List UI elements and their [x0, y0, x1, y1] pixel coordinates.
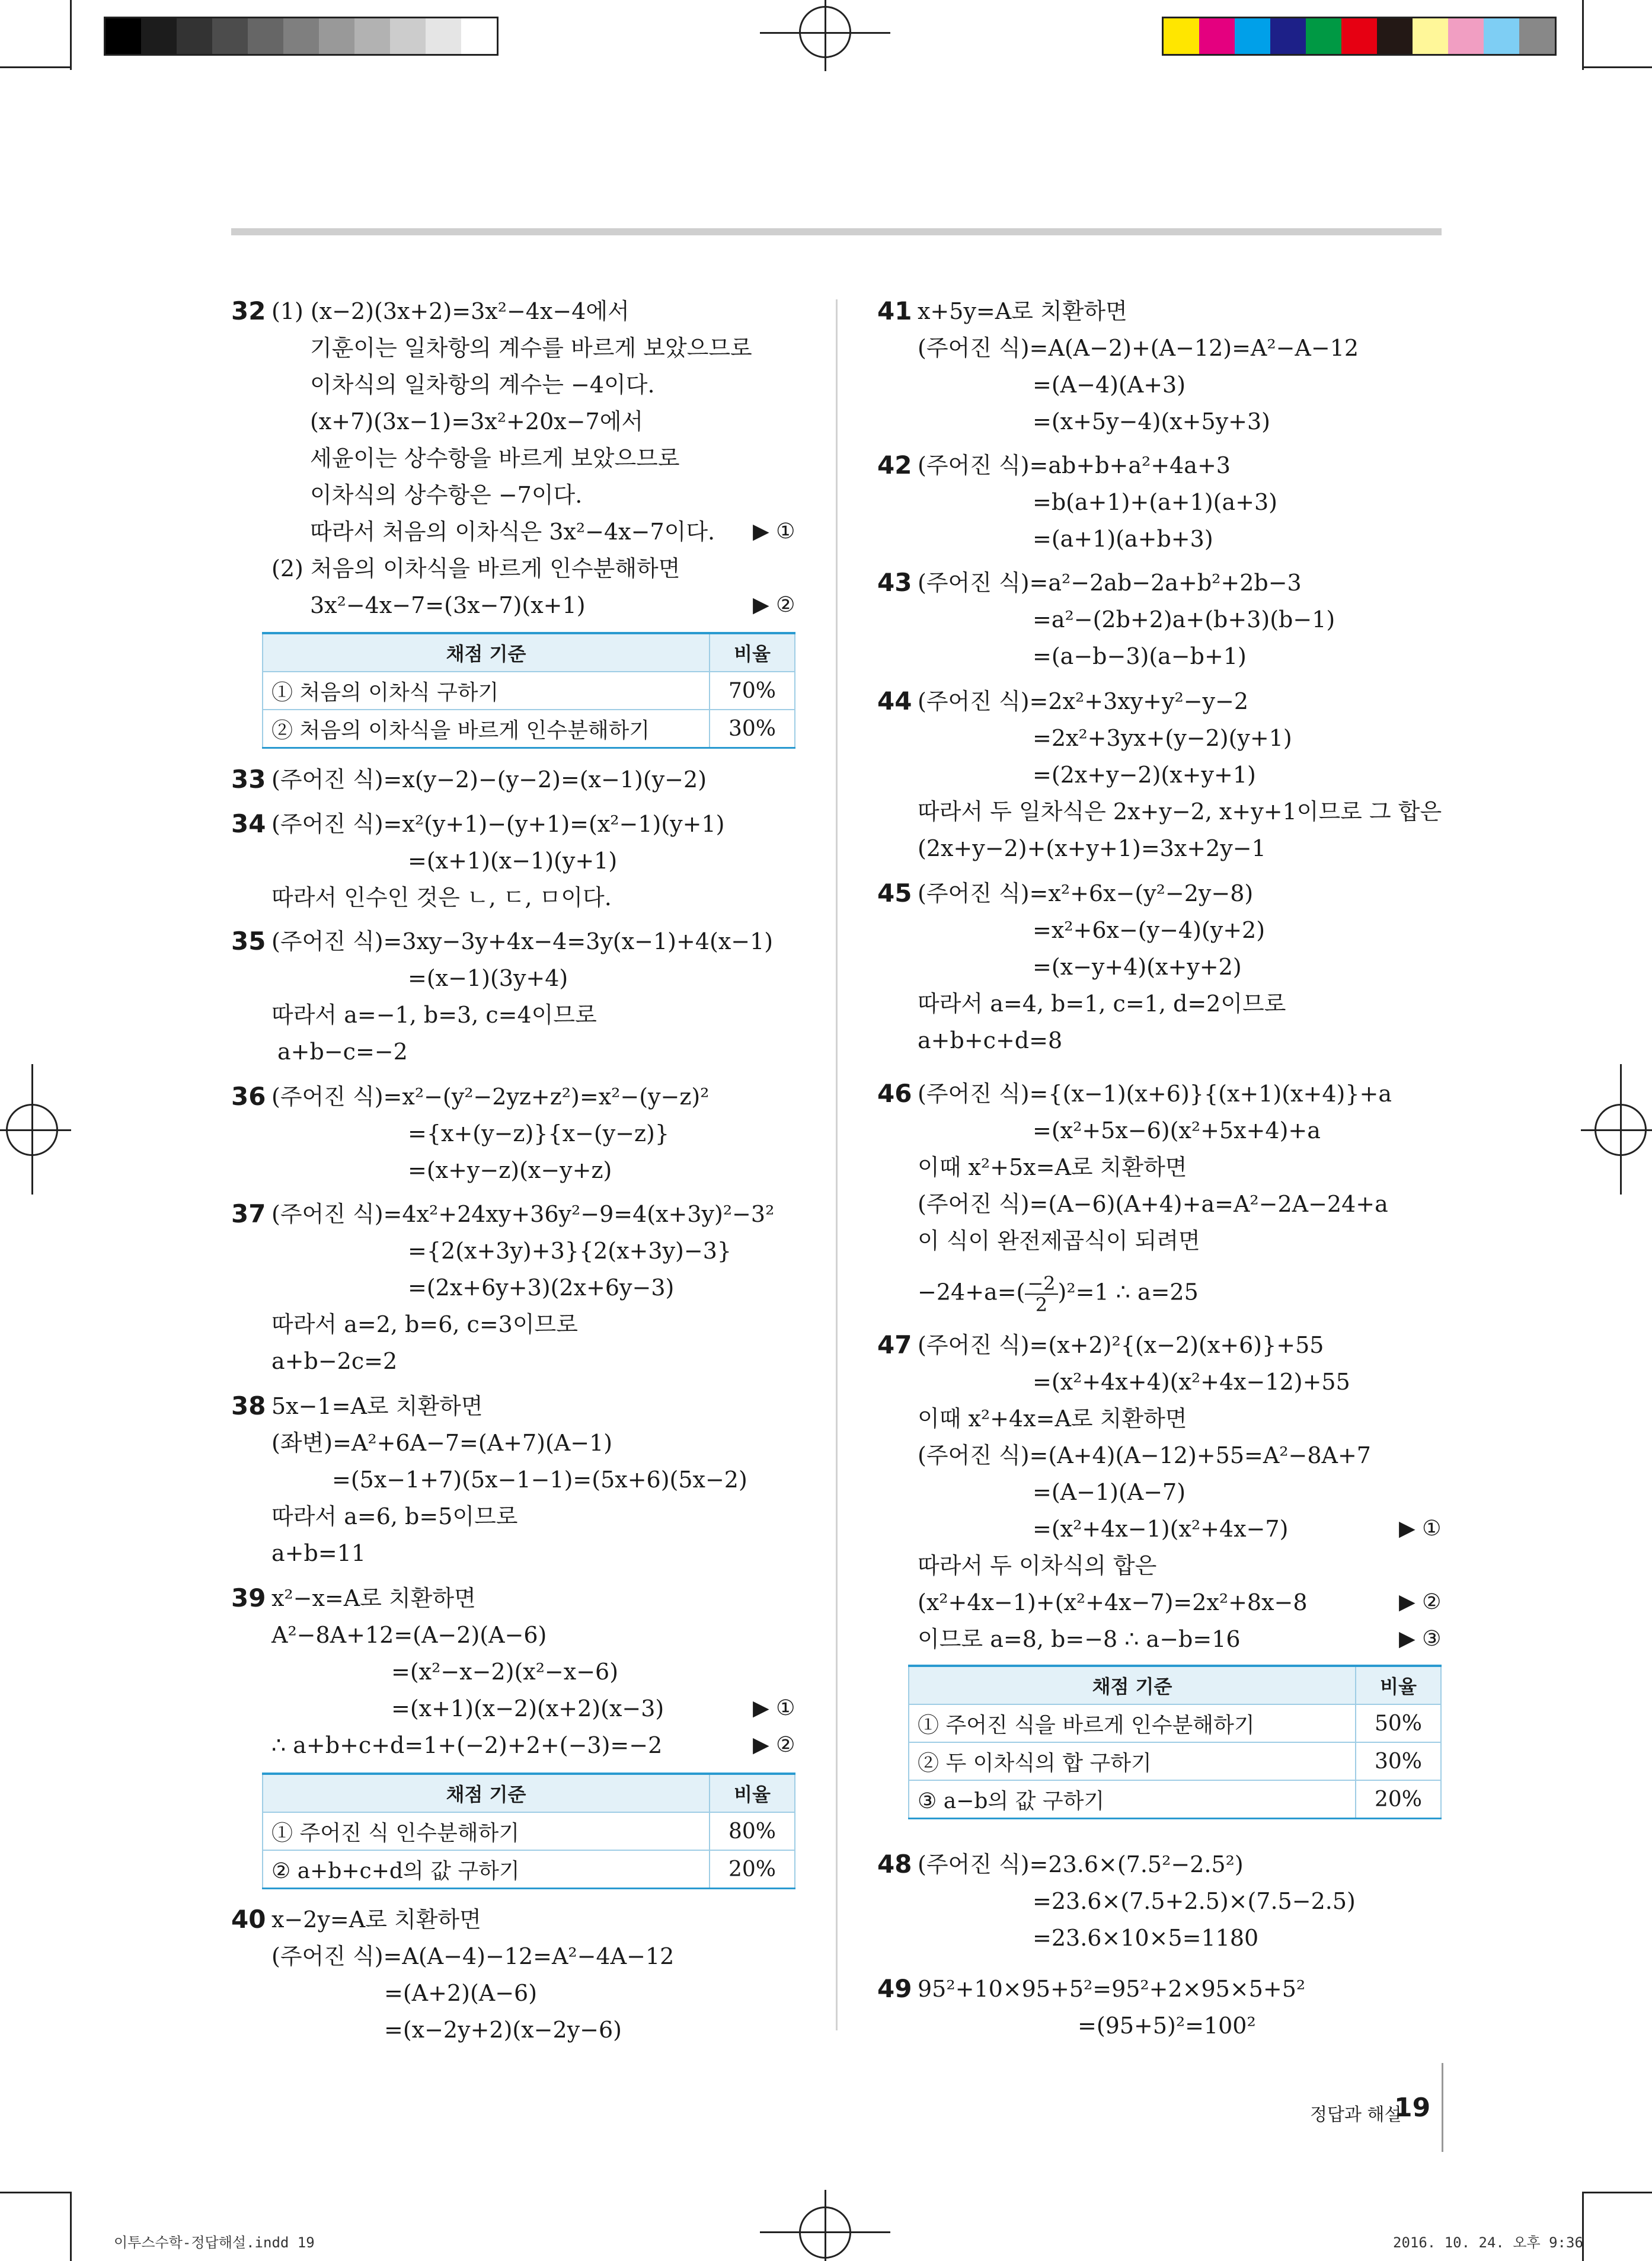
- fraction-denominator: 2: [1035, 1294, 1048, 1316]
- registration-mark: [825, 2190, 826, 2261]
- solution-line: =(a+1)(a+b+3): [1033, 526, 1213, 552]
- column-divider: [836, 299, 838, 2030]
- problem-number: 32: [231, 296, 266, 325]
- problem-number: 49: [877, 1974, 912, 2003]
- solution-line: (주어진 식)=(x+2)²{(x−2)(x+6)}+55: [918, 1332, 1324, 1358]
- color-swatch: [1448, 18, 1484, 54]
- problem-number: 43: [877, 568, 912, 597]
- problem-number: 37: [231, 1199, 266, 1228]
- solution-line: (주어진 식)=(A−6)(A+4)+a=A²−2A−24+a: [918, 1191, 1388, 1217]
- equation-part: )²=1 ∴ a=25: [1057, 1279, 1199, 1305]
- gray-swatch: [106, 18, 141, 54]
- solution-line: (주어진 식)=3xy−3y+4x−4=3y(x−1)+4(x−1): [271, 928, 774, 954]
- solution-line: =(x+1)(x−1)(y+1): [408, 848, 618, 874]
- color-swatch: [1413, 18, 1448, 54]
- solution-line: (주어진 식)=A(A−4)−12=A²−4A−12: [271, 1943, 675, 1969]
- step-marker: ▶ ③: [1399, 1627, 1442, 1651]
- solution-line: (2) 처음의 이차식을 바르게 인수분해하면: [271, 555, 680, 582]
- step-marker: ▶ ②: [753, 593, 795, 617]
- solution-line: =(x+5y−4)(x+5y+3): [1033, 408, 1271, 435]
- table-header-row: [909, 1666, 1441, 1704]
- table-cell: 20%: [710, 1850, 795, 1889]
- solution-line: A²−8A+12=(A−2)(A−6): [271, 1622, 547, 1648]
- step-marker: ▶ ②: [1399, 1590, 1442, 1614]
- color-swatch: [1164, 18, 1199, 54]
- solution-line: a+b=11: [271, 1540, 366, 1566]
- solution-line: 이 식이 완전제곱식이 되려면: [918, 1228, 1200, 1254]
- solution-line: =(x−y+4)(x+y+2): [1033, 954, 1242, 980]
- solution-line: (주어진 식)=x²+6x−(y²−2y−8): [918, 880, 1254, 906]
- solution-line: (주어진 식)=(A+4)(A−12)+55=A²−8A+7: [918, 1442, 1371, 1468]
- solution-line: (x+7)(3x−1)=3x²+20x−7에서: [310, 408, 644, 435]
- solution-line: (주어진 식)={(x−1)(x+6)}{(x+1)(x+4)}+a: [918, 1081, 1392, 1107]
- solution-line: =23.6×10×5=1180: [1033, 1925, 1259, 1951]
- table-row: [909, 1704, 1441, 1742]
- solution-line: 기훈이는 일차항의 계수를 바르게 보았으므로: [310, 335, 752, 361]
- table-cell: ② a+b+c+d의 값 구하기: [263, 1850, 710, 1889]
- solution-line: (좌변)=A²+6A−7=(A+7)(A−1): [271, 1430, 613, 1456]
- step-marker: ▶ ①: [753, 1696, 795, 1720]
- solution-line: 따라서 처음의 이차식은 3x²−4x−7이다.: [310, 519, 715, 545]
- table-cell: 30%: [1356, 1742, 1441, 1780]
- crop-mark: [0, 2192, 70, 2193]
- table-row: [263, 1850, 795, 1889]
- table-cell: 70%: [710, 672, 795, 710]
- solution-line: (주어진 식)=a²−2ab−2a+b²+2b−3: [918, 570, 1302, 596]
- solution-line: =(A+2)(A−6): [384, 1980, 538, 2006]
- solution-line: =(x²+5x−6)(x²+5x+4)+a: [1033, 1117, 1321, 1144]
- table-header: 비율: [1356, 1666, 1441, 1704]
- table-cell: ① 처음의 이차식 구하기: [263, 672, 710, 710]
- step-marker: ▶ ①: [753, 519, 795, 544]
- table-header-row: [263, 1774, 795, 1812]
- gray-swatch: [319, 18, 354, 54]
- solution-line: (주어진 식)=x²−(y²−2yz+z²)=x²−(y−z)²: [271, 1084, 710, 1110]
- table-row: [909, 1780, 1441, 1819]
- problem-number: 45: [877, 879, 912, 908]
- solution-line: (2x+y−2)+(x+y+1)=3x+2y−1: [918, 835, 1266, 861]
- fraction: [1025, 1273, 1057, 1315]
- solution-line: =23.6×(7.5+2.5)×(7.5−2.5): [1033, 1888, 1356, 1914]
- fraction-numerator: −2: [1025, 1273, 1057, 1295]
- table-cell: 30%: [710, 710, 795, 748]
- table-cell: 80%: [710, 1812, 795, 1850]
- solution-line: 따라서 a=−1, b=3, c=4이므로: [271, 1002, 597, 1028]
- problem-number: 41: [877, 296, 912, 325]
- gray-swatch: [212, 18, 248, 54]
- table-header: 비율: [710, 633, 795, 672]
- table-row: [263, 710, 795, 748]
- gray-swatch: [390, 18, 426, 54]
- solution-line: 이때 x²+4x=A로 치환하면: [918, 1406, 1187, 1432]
- solution-line: [918, 1272, 1199, 1316]
- gray-swatch: [354, 18, 390, 54]
- solution-line: (1) (x−2)(3x+2)=3x²−4x−4에서: [271, 298, 630, 324]
- solution-line: ∴ a+b+c+d=1+(−2)+2+(−3)=−2: [271, 1732, 663, 1758]
- problem-number: 39: [231, 1583, 266, 1612]
- gray-swatch: [461, 18, 497, 54]
- solution-line: =x²+6x−(y−4)(y+2): [1033, 917, 1266, 943]
- table-cell: ② 처음의 이차식을 바르게 인수분해하기: [263, 710, 710, 748]
- table-header: 채점 기준: [263, 1774, 710, 1812]
- solution-line: =2x²+3yx+(y−2)(y+1): [1033, 725, 1292, 751]
- solution-line: 이차식의 일차항의 계수는 −4이다.: [310, 372, 655, 398]
- solution-line: (주어진 식)=ab+b+a²+4a+3: [918, 452, 1231, 478]
- gray-swatch: [283, 18, 319, 54]
- crop-mark: [1582, 66, 1652, 68]
- solution-line: =a²−(2b+2)a+(b+3)(b−1): [1033, 606, 1335, 633]
- color-swatch: [1306, 18, 1341, 54]
- problem-number: 44: [877, 686, 912, 716]
- solution-line: (주어진 식)=x(y−2)−(y−2)=(x−1)(y−2): [271, 767, 707, 793]
- solution-line: =(2x+y−2)(x+y+1): [1033, 762, 1256, 788]
- table-header-row: [263, 633, 795, 672]
- solution-line: (주어진 식)=4x²+24xy+36y²−9=4(x+3y)²−3²: [271, 1201, 775, 1227]
- solution-line: 따라서 두 이차식의 합은: [918, 1553, 1157, 1579]
- table-cell: ③ a−b의 값 구하기: [909, 1780, 1356, 1819]
- page-number: 19: [1394, 2093, 1431, 2123]
- registration-mark: [31, 1064, 33, 1195]
- gray-swatch: [141, 18, 177, 54]
- registration-mark: [1581, 1129, 1652, 1131]
- table-header: 채점 기준: [909, 1666, 1356, 1704]
- color-swatch: [1484, 18, 1519, 54]
- scoring-table: [262, 1773, 795, 1889]
- solution-line: =(5x−1+7)(5x−1−1)=(5x+6)(5x−2): [332, 1467, 747, 1493]
- table-cell: 50%: [1356, 1704, 1441, 1742]
- solution-line: =(x−1)(3y+4): [408, 965, 568, 991]
- registration-mark: [1620, 1064, 1622, 1195]
- solution-line: =(A−4)(A+3): [1033, 372, 1186, 398]
- problem-number: 48: [877, 1850, 912, 1879]
- color-swatch: [1235, 18, 1270, 54]
- crop-mark: [1582, 0, 1584, 70]
- solution-line: =b(a+1)+(a+1)(a+3): [1033, 489, 1277, 515]
- table-header: 채점 기준: [263, 633, 710, 672]
- solution-line: 이차식의 상수항은 −7이다.: [310, 482, 583, 508]
- solution-line: 5x−1=A로 치환하면: [271, 1393, 483, 1419]
- gray-swatch: [177, 18, 212, 54]
- problem-number: 47: [877, 1330, 912, 1359]
- step-marker: ▶ ①: [1399, 1516, 1442, 1541]
- problem-number: 42: [877, 451, 912, 480]
- table-cell: 20%: [1356, 1780, 1441, 1819]
- problem-number: 46: [877, 1079, 912, 1108]
- step-marker: ▶ ②: [753, 1733, 795, 1757]
- solution-line: 따라서 a=2, b=6, c=3이므로: [271, 1311, 578, 1337]
- solution-line: 따라서 a=6, b=5이므로: [271, 1503, 518, 1529]
- color-swatch: [1199, 18, 1235, 54]
- solution-line: 따라서 a=4, b=1, c=1, d=2이므로: [918, 991, 1286, 1017]
- solution-line: 이므로 a=8, b=−8 ∴ a−b=16: [918, 1626, 1241, 1652]
- table-row: [263, 672, 795, 710]
- solution-line: =(x²+4x−1)(x²+4x−7): [1033, 1516, 1289, 1542]
- solution-line: =(x+1)(x−2)(x+2)(x−3): [391, 1695, 664, 1722]
- registration-mark: [825, 0, 826, 71]
- solution-line: =(x²+4x+4)(x²+4x−12)+55: [1033, 1369, 1350, 1395]
- solution-line: =(2x+6y+3)(2x+6y−3): [408, 1275, 675, 1301]
- solution-line: 세윤이는 상수항을 바르게 보았으므로: [310, 445, 680, 471]
- solution-line: a+b+c+d=8: [918, 1027, 1063, 1053]
- solution-line: (주어진 식)=x²(y+1)−(y+1)=(x²−1)(y+1): [271, 811, 725, 837]
- slug-filename: 이투스수학-정답해설.indd 19: [114, 2234, 315, 2251]
- table-row: [263, 1812, 795, 1850]
- solution-line: a+b−2c=2: [271, 1348, 398, 1374]
- registration-mark: [0, 1129, 71, 1131]
- section-label: 정답과 해설: [1310, 2104, 1402, 2125]
- table-header: 비율: [710, 1774, 795, 1812]
- problem-number: 35: [231, 927, 266, 956]
- table-row: [909, 1742, 1441, 1780]
- solution-line: x−2y=A로 치환하면: [271, 1906, 481, 1933]
- page-number-rule: [1442, 2063, 1443, 2152]
- header-rule: [231, 228, 1442, 235]
- solution-line: (x²+4x−1)+(x²+4x−7)=2x²+8x−8: [918, 1589, 1308, 1615]
- solution-line: x+5y=A로 치환하면: [918, 298, 1127, 324]
- color-swatch: [1377, 18, 1413, 54]
- solution-line: x²−x=A로 치환하면: [271, 1585, 476, 1611]
- problem-number: 38: [231, 1391, 266, 1420]
- gray-swatch: [426, 18, 461, 54]
- solution-line: 이때 x²+5x=A로 치환하면: [918, 1154, 1187, 1180]
- scoring-table: [262, 632, 795, 749]
- solution-line: (주어진 식)=2x²+3xy+y²−y−2: [918, 688, 1249, 714]
- problem-number: 40: [231, 1905, 266, 1934]
- solution-line: a+b−c=−2: [277, 1039, 408, 1065]
- problem-number: 36: [231, 1082, 266, 1111]
- color-swatch: [1341, 18, 1377, 54]
- problem-number: 34: [231, 809, 266, 838]
- solution-line: =(a−b−3)(a−b+1): [1033, 643, 1247, 669]
- gray-swatch-strip: [104, 17, 499, 56]
- solution-line: =(A−1)(A−7): [1033, 1479, 1186, 1505]
- solution-line: ={x+(y−z)}{x−(y−z)}: [408, 1120, 670, 1147]
- color-swatch: [1270, 18, 1306, 54]
- solution-line: ={2(x+3y)+3}{2(x+3y)−3}: [408, 1238, 732, 1264]
- problem-number: 33: [231, 765, 266, 794]
- color-swatch-strip: [1162, 17, 1557, 56]
- equation-part: −24+a=(: [918, 1279, 1025, 1305]
- solution-line: 따라서 인수인 것은 ㄴ, ㄷ, ㅁ이다.: [271, 884, 612, 911]
- gray-swatch: [248, 18, 283, 54]
- solution-line: =(95+5)²=100²: [1078, 2013, 1256, 2039]
- solution-line: 3x²−4x−7=(3x−7)(x+1): [310, 592, 586, 618]
- slug-timestamp: 2016. 10. 24. 오후 9:36: [1393, 2234, 1583, 2251]
- crop-mark: [70, 0, 72, 70]
- solution-line: =(x+y−z)(x−y+z): [408, 1157, 612, 1183]
- solution-line: 따라서 두 일차식은 2x+y−2, x+y+1이므로 그 합은: [918, 799, 1442, 825]
- table-cell: ② 두 이차식의 합 구하기: [909, 1742, 1356, 1780]
- table-cell: ① 주어진 식을 바르게 인수분해하기: [909, 1704, 1356, 1742]
- scoring-table: [908, 1665, 1442, 1819]
- solution-line: (주어진 식)=A(A−2)+(A−12)=A²−A−12: [918, 335, 1359, 361]
- crop-mark: [0, 66, 70, 68]
- table-cell: ① 주어진 식 인수분해하기: [263, 1812, 710, 1850]
- crop-mark: [1582, 2192, 1652, 2193]
- color-swatch: [1519, 18, 1555, 54]
- solution-line: 95²+10×95+5²=95²+2×95×5+5²: [918, 1976, 1306, 2002]
- solution-line: =(x−2y+2)(x−2y−6): [384, 2017, 622, 2043]
- solution-line: (주어진 식)=23.6×(7.5²−2.5²): [918, 1851, 1244, 1877]
- solution-line: =(x²−x−2)(x²−x−6): [391, 1659, 619, 1685]
- crop-mark: [70, 2192, 72, 2261]
